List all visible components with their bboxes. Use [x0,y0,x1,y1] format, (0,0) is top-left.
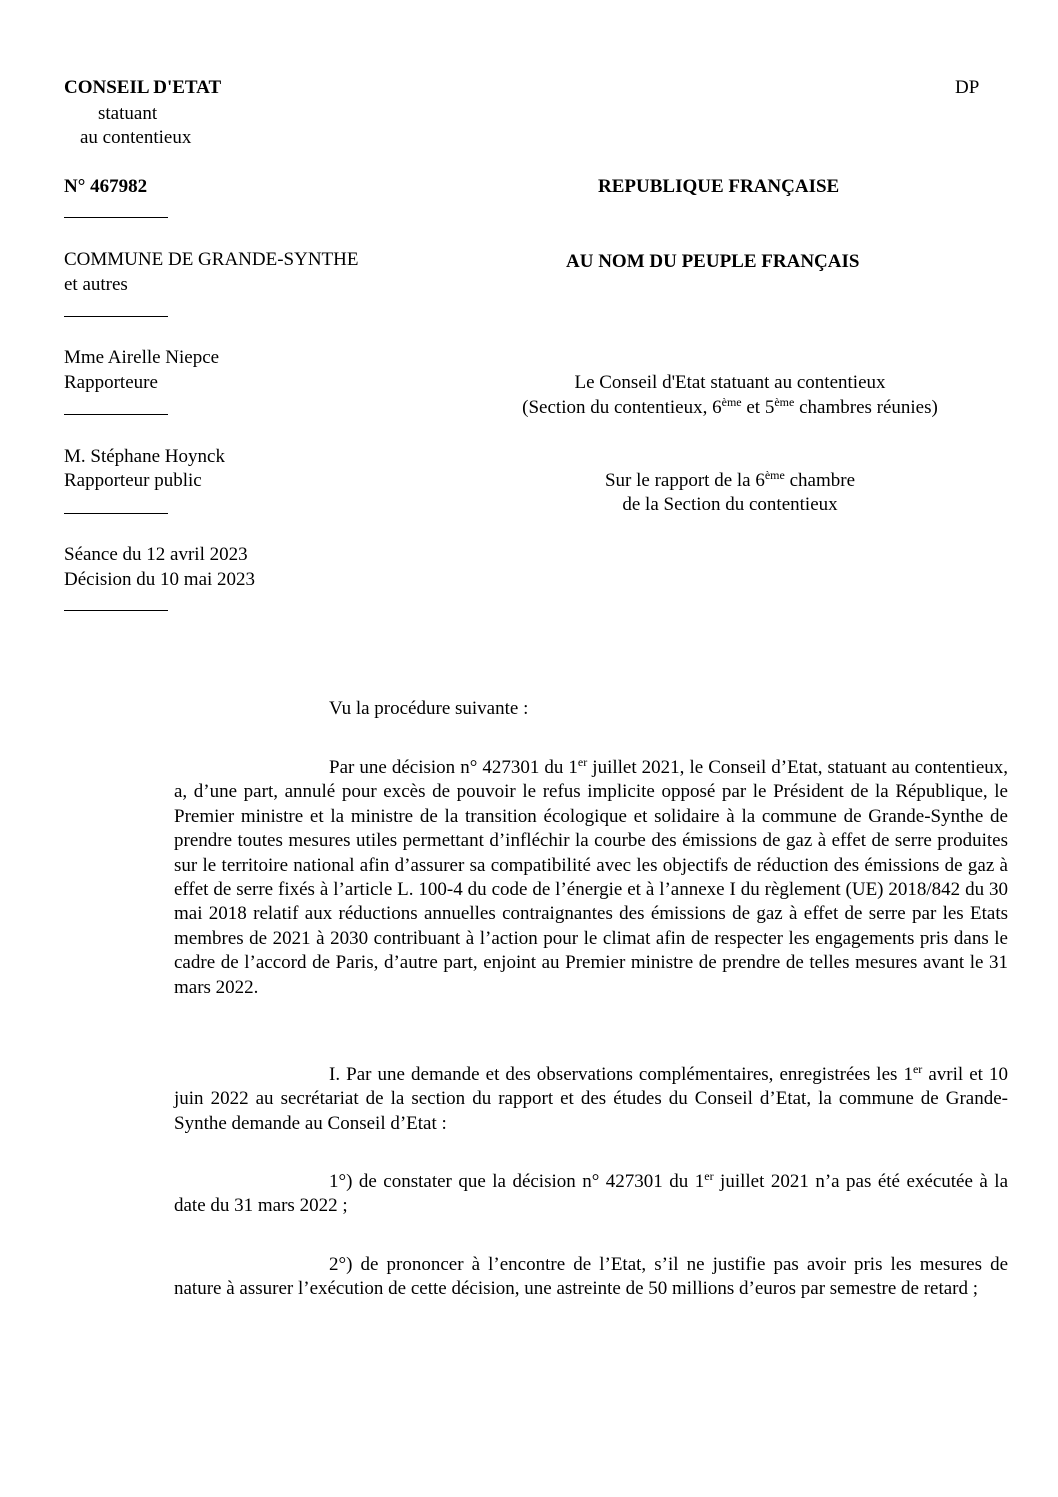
case-number: N° 467982 [64,176,148,197]
rapport-line-1: Sur le rapport de la 6ème chambre [604,468,856,491]
paragraph-conclusion-1: 1°) de constater que la décision n° 427301 du 1er juillet 2021 n’a pas été exécutée à la date du 31 mars 2022 ; [174,1169,1008,1217]
rapporteure-role: Rapporteure [64,372,158,393]
formation-line-1: Le Conseil d'Etat statuant au contentieux [574,372,886,393]
divider [64,316,168,317]
republic-heading: REPUBLIQUE FRANÇAISE [598,176,840,197]
decision-date: Décision du 10 mai 2023 [64,569,256,590]
party-name: COMMUNE DE GRANDE-SYNTHE [64,249,359,270]
nom-du-peuple-heading: AU NOM DU PEUPLE FRANÇAIS [566,251,860,272]
paragraph-conclusion-2: 2°) de prononcer à l’encontre de l’Etat, s’il ne justifie pas avoir pris les mesures de nature à assurer l’exécution de cette décision, une astreinte de 50 millions d’euros par semestre de retard ; [174,1254,1008,1300]
divider [64,217,168,218]
court-title: CONSEIL D'ETAT [64,77,222,98]
procedure-heading: Vu la procédure suivante : [329,698,529,719]
court-subtitle-2: au contentieux [80,127,192,148]
rapporteur-public-name: M. Stéphane Hoynck [64,446,225,467]
divider [64,513,168,514]
rapporteur-public-role: Rapporteur public [64,470,202,491]
divider [64,610,168,611]
rapport-line-2: de la Section du contentieux [622,494,838,515]
rapporteure-name: Mme Airelle Niepce [64,347,220,368]
court-subtitle-1: statuant [98,103,158,124]
divider [64,414,168,415]
paragraph-request: I. Par une demande et des observations complémentaires, enregistrées les 1er avril et 10 juin 2022 au secrétariat de la section du rapport et des études du Conseil d’Etat, la commune de Grande-Synthe demande au Conseil d’Etat : [174,1062,1008,1134]
party-suffix: et autres [64,274,128,295]
paragraph-prior-decision: Par une décision n° 427301 du 1er juillet 2021, le Conseil d’Etat, statuant au contentieux, a, d’une part, annulé pour excès de pouvoir le refus implicite opposé par le Président de la République, le Premier ministre et la ministre de la transition écologique et solidaire à la commune de Grande-Synthe de prendre toutes mesures utiles permettant d’infléchir la courbe des émissions de gaz à effet de serre produites sur le territoire national afin d’assurer sa compatibilité avec les objectifs de réduction des émissions de gaz à effet de serre fixés à l’article L. 100-4 du code de l’énergie et à l’annexe I du règlement (UE) 2018/842 du 30 mai 2018 relatif aux réductions annuelles contraignantes des émissions de gaz à effet de serre par les Etats membres de 2021 à 2030 contribuant à l’action pour le climat afin de respecter les engagements pris dans le cadre de l’accord de Paris, d’autre part, enjoint au Premier ministre de prendre de telles mesures avant le 31 mars 2022. [174,755,1008,998]
formation-line-2: (Section du contentieux, 6ème et 5ème chambres réunies) [522,395,938,418]
seance-date: Séance du 12 avril 2023 [64,544,248,565]
document-code: DP [955,77,980,98]
